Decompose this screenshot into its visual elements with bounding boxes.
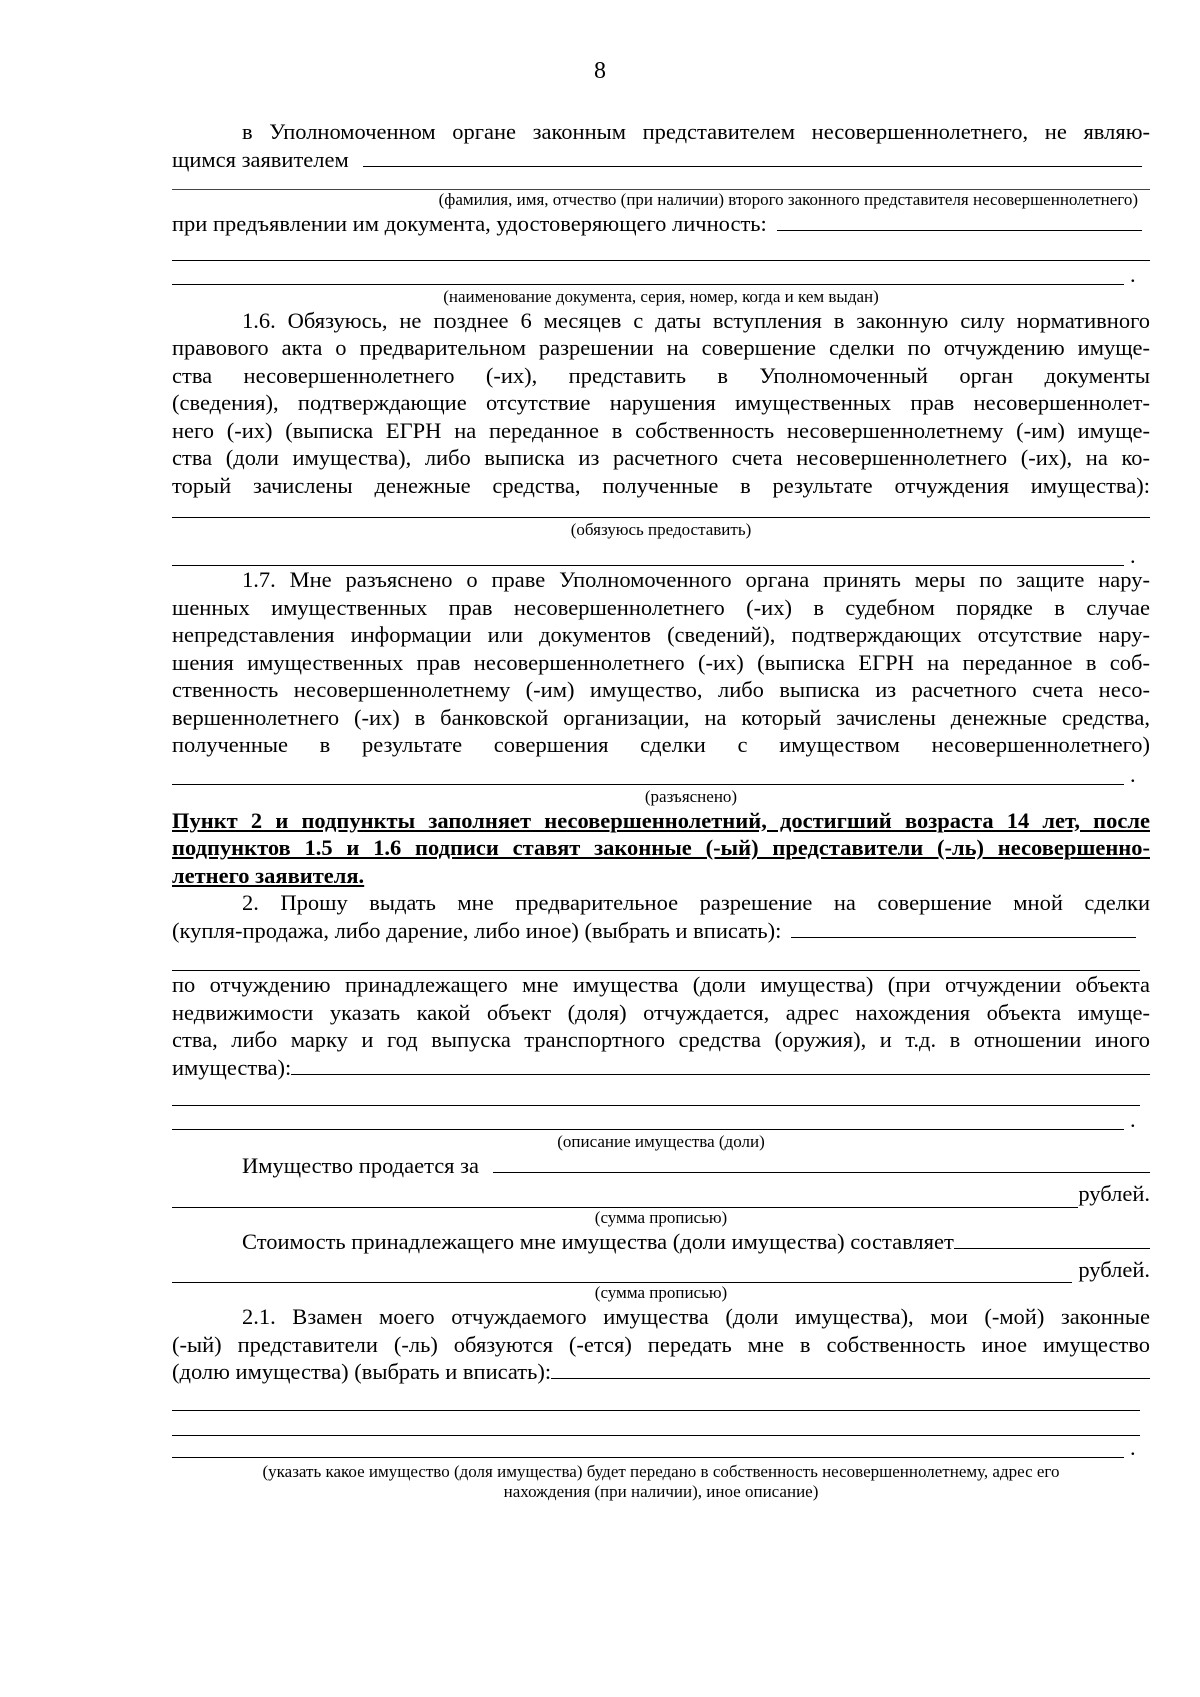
para-2-line <box>172 917 1150 945</box>
transaction-type-field-line2[interactable] <box>172 944 1140 971</box>
para-2b-line: по отчуждению принадлежащего мне имущества (доли имущества) (при отчуждении объекта <box>172 972 1150 997</box>
caption-sum: (сумма прописью) <box>594 1207 728 1227</box>
para-2-1-line: (-ый) представители (-ль) обязуются (-ется) передать мне в собственность иное имущество <box>172 1331 1150 1357</box>
para-1-6-line: ства несовершеннолетнего (-их), представить в Уполномоченный орган документы <box>172 362 1150 388</box>
label: Стоимость принадлежащего мне имущества (доли имущества) составляет <box>242 1228 954 1254</box>
para-1-6-line: правового акта о предварительном разрешении на совершение сделки по отчуждению имуще- <box>172 335 1150 360</box>
caption-final: нахождения (при наличии), иное описание) <box>503 1481 819 1501</box>
para-1-7-line: шенных имущественных прав несовершеннолетнего (-их) в судебном порядке в случае <box>172 594 1150 620</box>
label: щимся заявителем <box>172 146 349 172</box>
period: . <box>1130 1107 1136 1132</box>
text-line <box>172 146 1150 174</box>
document-body <box>172 118 1150 1502</box>
caption-description: (описание имущества (доли) <box>557 1132 765 1151</box>
label: (долю имущества) (выбрать и вписать): <box>172 1359 552 1384</box>
exchange-property-field-line2[interactable] <box>172 1386 1140 1411</box>
caption-document: (наименование документа, серия, номер, когда и кем выдан) <box>443 286 879 306</box>
period: . <box>1130 261 1136 287</box>
obligation-field[interactable] <box>172 499 1150 518</box>
label: Имущество продается за <box>242 1153 480 1178</box>
period: . <box>1130 1434 1136 1460</box>
sale-price-field-line2[interactable] <box>172 1183 1078 1208</box>
rubles-label: рублей. <box>1078 1256 1150 1282</box>
period: . <box>1130 761 1136 787</box>
para-1-6-line: 1.6. Обязуюсь, не позднее 6 месяцев с даты вступления в законную силу нормативного <box>242 307 1150 333</box>
explained-field[interactable] <box>172 759 1150 785</box>
instruction-line: подпунктов 1.5 и 1.6 подписи ставят законные (-ый) представители (-ль) несовершенно- <box>172 835 1150 860</box>
para-1-6-line: торый зачислены денежные средства, полученные в результате отчуждения имущества): <box>172 472 1150 498</box>
transaction-type-field[interactable] <box>791 919 1136 938</box>
caption-final: (указать какое имущество (доля имущества) будет передано в собственность несовершеннолетнему, адрес его <box>262 1461 1060 1481</box>
sale-price-line <box>172 1152 1150 1180</box>
parent2-name-field[interactable] <box>363 148 1142 167</box>
para-2-1-line: 2.1. Взамен моего отчуждаемого имущества (доли имущества), мои (-мой) законные <box>242 1304 1150 1329</box>
cost-line2 <box>172 1255 1150 1283</box>
text-line: в Уполномоченном органе законным представителем несовершеннолетнего, не являю- <box>242 119 1150 144</box>
text-line <box>172 210 1150 238</box>
property-description-field-line3[interactable] <box>172 1106 1150 1130</box>
sale-price-line2 <box>172 1180 1150 1208</box>
para-1-6-line: (сведения), подтверждающие отсутствие нарушения имущественных прав несовершеннолет- <box>172 390 1150 415</box>
para-1-7-line: шения имущественных прав несовершеннолетнего (-их) (выписка ЕГРН на переданное в соб- <box>172 649 1150 675</box>
exchange-property-field-line4[interactable] <box>172 1436 1150 1458</box>
label: при предъявлении им документа, удостоверяющего личность: <box>172 211 767 236</box>
caption-parent2: (фамилия, имя, отчество (при наличии) второго законного представителя несовершеннолетнего) <box>438 190 1138 209</box>
exchange-property-field-line3[interactable] <box>172 1411 1140 1436</box>
parent2-name-field-line2[interactable] <box>172 173 1150 190</box>
para-1-7-line: полученные в результате совершения сделки с имуществом несовершеннолетнего) <box>172 732 1150 757</box>
caption-obligation: (обязуюсь предоставить) <box>570 520 752 539</box>
id-document-field-line3[interactable] <box>172 261 1150 285</box>
cost-field[interactable] <box>954 1230 1150 1249</box>
label: (купля-продажа, либо дарение, либо иное) (выбрать и вписать): <box>172 917 782 943</box>
label: имущества): <box>172 1054 292 1080</box>
caption-explained: (разъяснено) <box>644 786 738 806</box>
id-document-field-line2[interactable] <box>172 238 1150 261</box>
id-document-field[interactable] <box>777 212 1142 231</box>
cost-field-line2[interactable] <box>172 1258 1072 1283</box>
para-2b-line: недвижимости указать какой объект (доля) отчуждается, адрес нахождения объекта имуще- <box>172 999 1150 1025</box>
para-1-7-line: 1.7. Мне разъяснено о праве Уполномоченного органа принять меры по защите нару- <box>242 567 1150 592</box>
para-2b-line: ства, либо марку и год выпуска транспортного средства (оружия), и т.д. в отношении иного <box>172 1027 1150 1052</box>
para-2-line: 2. Прошу выдать мне предварительное разрешение на совершение мной сделки <box>242 890 1150 915</box>
para-1-6-line: ства (доли имущества), либо выписка из расчетного счета несовершеннолетнего (-их), на ко- <box>172 445 1150 470</box>
obligation-field-line2[interactable] <box>172 540 1150 566</box>
caption-sum: (сумма прописью) <box>594 1283 728 1302</box>
para-1-6-line: него (-их) (выписка ЕГРН на переданное в собственность несовершеннолетнему (-им) имуще- <box>172 417 1150 443</box>
page-number: 8 <box>594 58 606 84</box>
para-2b-line <box>172 1054 1150 1082</box>
para-2-1-line <box>172 1358 1150 1386</box>
rubles-label: рублей. <box>1078 1181 1150 1206</box>
instruction-line: Пункт 2 и подпункты заполняет несовершеннолетний, достигший возраста 14 лет, после <box>172 807 1150 833</box>
exchange-property-field[interactable] <box>551 1360 1150 1379</box>
period: . <box>1130 543 1136 568</box>
para-1-7-line: ственность несовершеннолетнему (-им) имущество, либо выписка из расчетного счета несо- <box>172 677 1150 702</box>
cost-line <box>172 1228 1150 1256</box>
para-1-7-line: вершеннолетнего (-их) в банковской организации, на который зачислены денежные средства, <box>172 704 1150 730</box>
property-description-field[interactable] <box>291 1056 1150 1075</box>
instruction-line: летнего заявителя. <box>172 862 365 888</box>
sale-price-field[interactable] <box>493 1154 1150 1173</box>
property-description-field-line2[interactable] <box>172 1081 1140 1106</box>
para-1-7-line: непредставления информации или документов (сведений), подтверждающих отсутствие нару- <box>172 622 1150 647</box>
